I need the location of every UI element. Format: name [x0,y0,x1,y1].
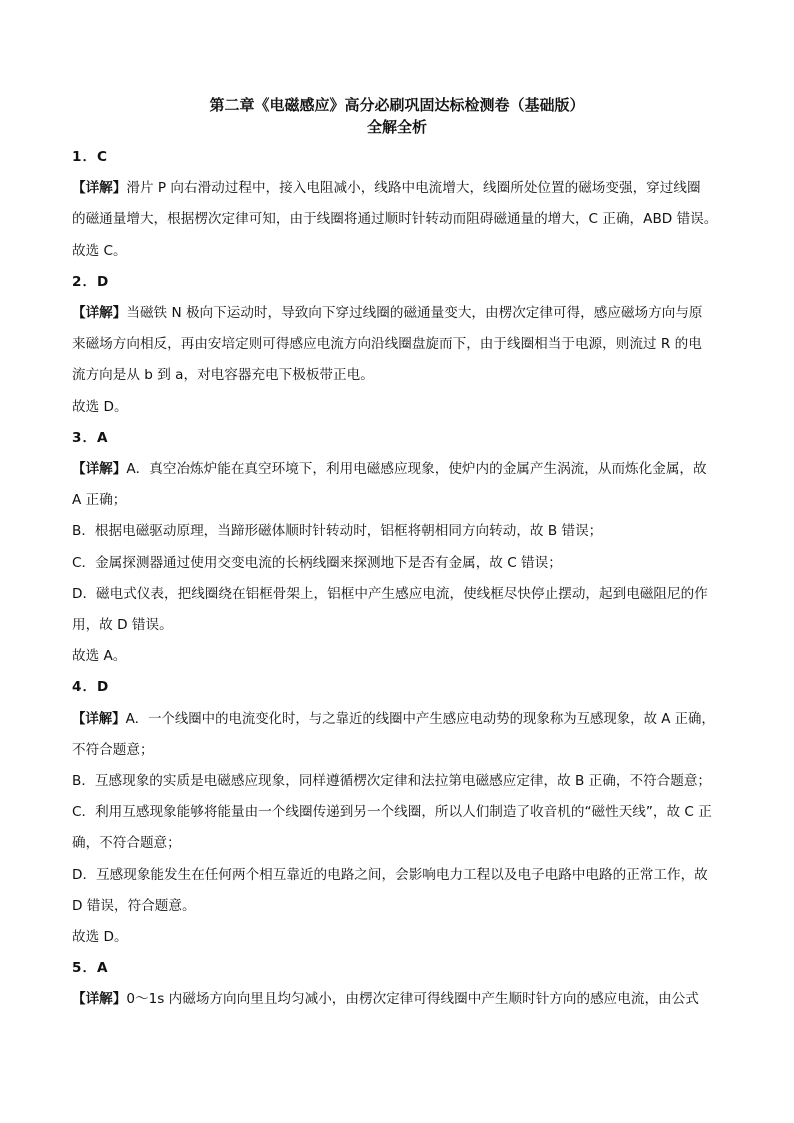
document-header [0,94,794,138]
explanation-label: 【详解】 [72,991,127,1008]
question-number: 1．C [72,149,109,165]
explanation-line: 确，不符合题意； [72,835,181,852]
explanation-line: B．根据电磁驱动原理，当蹄形磁体顺时针转动时，铝框将朝相同方向转动，故 B 错误； [72,523,603,540]
explanation-line [72,298,722,329]
question-number: 4．D [72,679,110,696]
explanation-line [72,704,722,735]
explanation-line: 来磁场方向相反，再由安培定则可得感应电流方向沿线圈盘旋而下，由于线圈相当于电源，则流过 R 的电 [72,336,702,353]
conclusion-line: 故选 A。 [72,648,127,665]
answer-item-5 [72,953,722,1015]
explanation-label: 【详解】 [72,180,127,197]
explanation-line [72,984,722,1015]
answer-item-3 [72,423,722,673]
explanation-label: 【详解】 [72,461,127,478]
question-number: 3．A [72,429,109,446]
explanation-line: D 错误，符合题意。 [72,897,196,914]
explanation-line: 用，故 D 错误。 [72,617,173,634]
answer-item-4 [72,672,722,953]
document-title: 第二章《电磁感应》高分必刷巩固达标检测卷（基础版） [209,96,585,114]
explanation-line [72,173,722,204]
conclusion-line: 故选 C。 [72,242,127,259]
question-number: 5．A [72,960,109,977]
explanation-text: A．一个线圈中的电流变化时，与之靠近的线圈中产生感应电动势的现象称为互感现象，故 A 正确， [125,711,715,727]
answer-item-1 [72,142,722,267]
explanation-line: C．利用互感现象能够将能量由一个线圈传递到另一个线圈，所以人们制造了收音机的“磁性天线”，故 C 正 [72,804,712,821]
explanation-line: B．互感现象的实质是电磁感应现象，同样遵循楞次定律和法拉第电磁感应定律，故 B 正确，不符合题意； [72,773,712,790]
answer-content [72,142,722,1016]
explanation-text: A．真空冶炼炉能在真空环境下，利用电磁感应现象，使炉内的金属产生涡流，从而炼化金属，故 [126,461,707,478]
answer-item-2 [72,267,722,423]
explanation-line: D．磁电式仪表，把线圈绕在铝框骨架上，铝框中产生感应电流，使线框尽快停止摆动，起到电磁阻尼的作 [72,585,708,602]
explanation-label: 【详解】 [72,711,126,727]
explanation-text: 滑片 P 向右滑动过程中，接入电阻减小，线路中电流增大，线圈所处位置的磁场变强，穿过线圈 [126,180,701,197]
explanation-line: C．金属探测器通过使用交变电流的长柄线圈来探测地下是否有金属，故 C 错误； [72,554,562,571]
explanation-line: 不符合题意； [72,741,154,758]
explanation-line: 的磁通量增大，根据楞次定律可知，由于线圈将通过顺时针转动而阻碍磁通量的增大，C 正确，ABD 错误。 [72,211,718,228]
explanation-line: A 正确； [72,492,127,509]
conclusion-line: 故选 D。 [72,929,128,946]
explanation-line [72,454,722,485]
document-subtitle: 全解全析 [366,118,427,136]
explanation-line: 流方向是从 b 到 a，对电容器充电下极板带正电。 [72,367,374,384]
conclusion-line: 故选 D。 [72,398,128,415]
question-number: 2．D [72,273,110,290]
explanation-label: 【详解】 [72,305,127,322]
explanation-text: 0～1s 内磁场方向向里且均匀减小，由楞次定律可得线圈中产生顺时针方向的感应电流，由公式 [126,991,699,1008]
explanation-line: D．互感现象能发生在任何两个相互靠近的电路之间，会影响电力工程以及电子电路中电路的正常工作，故 [72,866,708,883]
explanation-text: 当磁铁 N 极向下运动时，导致向下穿过线圈的磁通量变大，由楞次定律可得，感应磁场方向与原 [126,305,703,322]
